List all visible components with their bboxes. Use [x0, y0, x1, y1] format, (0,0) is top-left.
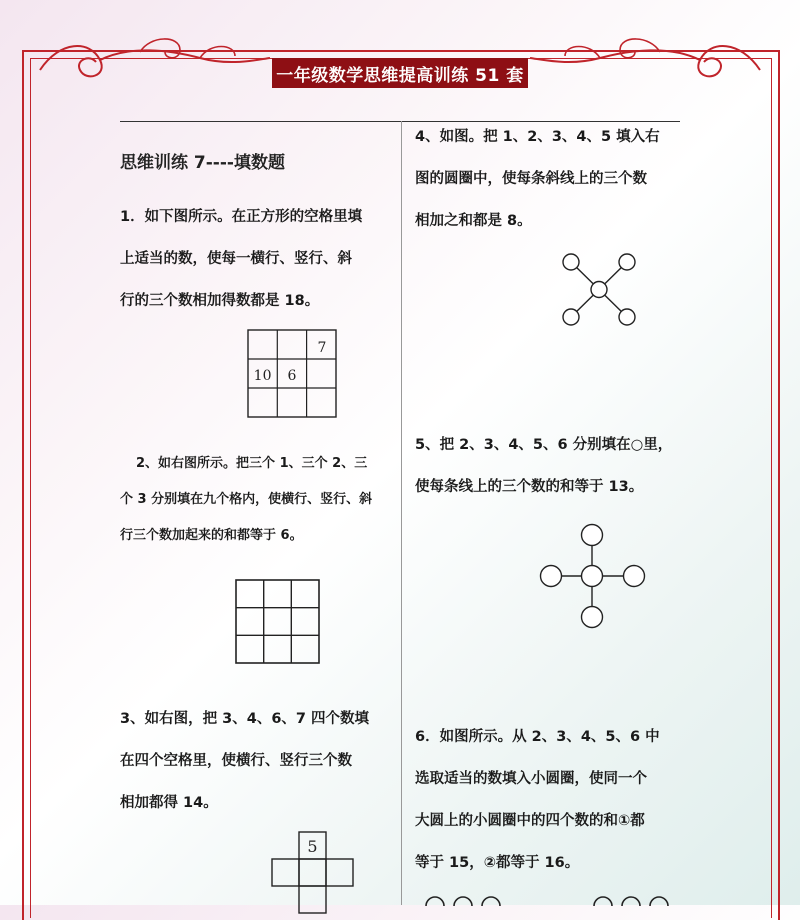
q5-line-2: 使每条线上的三个数的和等于 13。 [415, 479, 644, 495]
q2-empty-grid [236, 580, 320, 664]
q4-line-3: 相加之和都是 8。 [415, 213, 532, 229]
q1-cell-r0c2: 7 [317, 340, 327, 356]
q3-cross-grid [272, 832, 356, 905]
q6-line-4: 等于 15，②都等于 16。 [415, 855, 580, 871]
q4-x-diagram [558, 250, 640, 330]
q3-line-1: 3、如右图，把 3、4、6、7 四个数填 [120, 711, 370, 727]
q1-cell-r1c1: 6 [287, 368, 297, 384]
q1-line-2: 上适当的数，使每一横行、竖行、斜 [120, 251, 352, 267]
q4-line-1: 4、如图。把 1、2、3、4、5 填入右 [415, 129, 660, 145]
q3-line-2: 在四个空格里，使横行、竖行三个数 [120, 753, 352, 769]
q1-magic-grid [248, 330, 338, 418]
q6-line-3: 大圆上的小圆圈中的四个数的和①都 [415, 813, 645, 829]
q4-line-2: 图的圆圈中，使每条斜线上的三个数 [415, 171, 647, 187]
q6-line-2: 选取适当的数填入小圆圈，使同一个 [415, 771, 647, 787]
q6-line-1: 6．如图所示。从 2、3、4、5、6 中 [415, 729, 660, 745]
left-flourish [30, 30, 270, 90]
q1-line-1: 1．如下图所示。在正方形的空格里填 [120, 209, 363, 225]
q2-line-3: 行三个数加起来的和都等于 6。 [120, 528, 303, 543]
right-flourish [530, 30, 770, 90]
page-title: 一年级数学思维提高训练 51 套 [272, 58, 528, 88]
column-divider [401, 121, 402, 905]
q1-line-3: 行的三个数相加得数都是 18。 [120, 293, 320, 309]
q3-cell-top: 5 [307, 837, 318, 856]
q1-cell-r1c0: 10 [253, 368, 272, 384]
section-heading: 思维训练 7----填数题 [120, 153, 285, 173]
q5-line-1: 5、把 2、3、4、5、6 分别填在○里， [415, 437, 673, 453]
q2-line-2: 个 3 分别填在九个格内，使横行、竖行、斜 [120, 492, 373, 507]
q5-plus-diagram [540, 524, 646, 628]
q3-line-3: 相加都得 14。 [120, 795, 218, 811]
q2-line-1: 2、如右图所示。把三个 1、三个 2、三 [136, 456, 368, 471]
